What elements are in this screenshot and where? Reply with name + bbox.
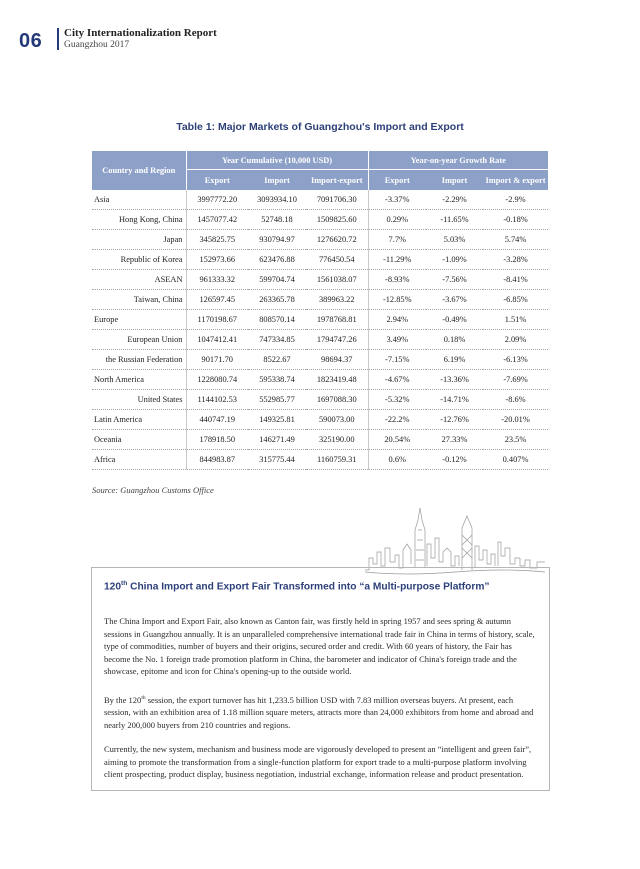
export-cell: 1170198.67 bbox=[186, 310, 248, 330]
growth-import-cell: -13.36% bbox=[426, 370, 483, 390]
growth-export-cell: -12.85% bbox=[368, 290, 426, 310]
import-cell: 552985.77 bbox=[248, 390, 306, 410]
fair-paragraph-1: The China Import and Export Fair, also known as Canton fair, was firstly held in spring 1957 and sees spring & autumn sessions in Guangzhou annually. It is an unparalleled comprehensive international trade fair in China in terms of history, scale, type of commodities, number of buyers and their origins, secured order and credit. With 60 years of history, the Fair has become the No. 1 foreign trade promotion platform in China, the barometer and indicator of China's foreign trade and the showcase, epitome and icon for China's opening-up to the outside world. bbox=[104, 616, 535, 677]
source-note: Source: Guangzhou Customs Office bbox=[92, 485, 214, 495]
region-cell: United States bbox=[92, 390, 186, 410]
region-cell: Latin America bbox=[92, 410, 186, 430]
growth-import-cell: 27.33% bbox=[426, 430, 483, 450]
table-row bbox=[92, 450, 548, 470]
export-cell: 152973.66 bbox=[186, 250, 248, 270]
region-cell: North America bbox=[92, 370, 186, 390]
region-cell: Oceania bbox=[92, 430, 186, 450]
import-export-cell: 1561038.07 bbox=[306, 270, 368, 290]
growth-import-export-cell: -8.41% bbox=[483, 270, 548, 290]
growth-import-export-cell: 1.51% bbox=[483, 310, 548, 330]
growth-export-cell: -8.93% bbox=[368, 270, 426, 290]
page-number: 06 bbox=[19, 30, 43, 52]
import-cell: 146271.49 bbox=[248, 430, 306, 450]
import-export-cell: 1823419.48 bbox=[306, 370, 368, 390]
region-cell: Japan bbox=[92, 230, 186, 250]
header-growth-export: Export bbox=[368, 170, 426, 191]
canton-fair-box bbox=[91, 567, 550, 791]
export-cell: 1047412.41 bbox=[186, 330, 248, 350]
export-cell: 1457077.42 bbox=[186, 210, 248, 230]
growth-import-export-cell: -6.13% bbox=[483, 350, 548, 370]
region-cell: Africa bbox=[92, 450, 186, 470]
growth-import-cell: -2.29% bbox=[426, 190, 483, 210]
growth-import-export-cell: 2.09% bbox=[483, 330, 548, 350]
growth-export-cell: 3.49% bbox=[368, 330, 426, 350]
table-row bbox=[92, 290, 548, 310]
growth-export-cell: 7.7% bbox=[368, 230, 426, 250]
header-export: Export bbox=[186, 170, 248, 191]
growth-import-cell: -0.49% bbox=[426, 310, 483, 330]
growth-import-cell: -11.65% bbox=[426, 210, 483, 230]
region-cell: Asia bbox=[92, 190, 186, 210]
table-row bbox=[92, 190, 548, 210]
import-export-cell: 98694.37 bbox=[306, 350, 368, 370]
growth-import-export-cell: -0.18% bbox=[483, 210, 548, 230]
growth-export-cell: 2.94% bbox=[368, 310, 426, 330]
header-year-cumulative: Year Cumulative (10,000 USD) bbox=[186, 151, 368, 170]
growth-import-cell: -7.56% bbox=[426, 270, 483, 290]
growth-export-cell: -22.2% bbox=[368, 410, 426, 430]
export-cell: 440747.19 bbox=[186, 410, 248, 430]
header-country-region: Country and Region bbox=[92, 151, 186, 190]
region-cell: Republic of Korea bbox=[92, 250, 186, 270]
import-export-cell: 776450.54 bbox=[306, 250, 368, 270]
import-export-cell: 1794747.26 bbox=[306, 330, 368, 350]
export-cell: 3997772.20 bbox=[186, 190, 248, 210]
export-cell: 90171.70 bbox=[186, 350, 248, 370]
fair-paragraph-2: By the 120th session, the export turnover has hit 1,233.5 billion USD with 7.83 million overseas buyers. At present, each session, with an exhibition area of 1.18 million square meters, attracts more than 24,000 exhibitors from home and abroad and nearly 200,000 buyers from 210 countries and regions. bbox=[104, 694, 534, 731]
table-title: Table 1: Major Markets of Guangzhou's Import and Export bbox=[176, 121, 464, 133]
growth-import-cell: -12.76% bbox=[426, 410, 483, 430]
growth-export-cell: 0.6% bbox=[368, 450, 426, 470]
fair-title: 120th China Import and Export Fair Transformed into “a Multi-purpose Platform” bbox=[104, 580, 490, 593]
header-divider bbox=[57, 28, 59, 50]
export-cell: 178918.50 bbox=[186, 430, 248, 450]
import-cell: 263365.78 bbox=[248, 290, 306, 310]
growth-import-cell: 5.03% bbox=[426, 230, 483, 250]
growth-import-cell: 6.19% bbox=[426, 350, 483, 370]
table-row bbox=[92, 370, 548, 390]
fair-paragraph-3: Currently, the new system, mechanism and business mode are vigorously developed to present an “intelligent and green fair”, aiming to promote the transformation from a single-function platform for export trade to a multi-purpose platform involving client prospecting, product display, business negotiation, industrial exchange, information release and product presentation. bbox=[104, 744, 532, 780]
growth-export-cell: -7.15% bbox=[368, 350, 426, 370]
growth-export-cell: -3.37% bbox=[368, 190, 426, 210]
region-cell: Taiwan, China bbox=[92, 290, 186, 310]
report-subtitle: Guangzhou 2017 bbox=[64, 40, 130, 50]
import-cell: 8522.67 bbox=[248, 350, 306, 370]
import-cell: 747334.85 bbox=[248, 330, 306, 350]
import-export-cell: 1978768.81 bbox=[306, 310, 368, 330]
growth-export-cell: 0.29% bbox=[368, 210, 426, 230]
import-cell: 930794.97 bbox=[248, 230, 306, 250]
header-import-export: Import-export bbox=[306, 170, 368, 191]
growth-import-export-cell: -3.28% bbox=[483, 250, 548, 270]
growth-export-cell: -4.67% bbox=[368, 370, 426, 390]
import-export-cell: 389963.22 bbox=[306, 290, 368, 310]
import-export-cell: 1697088.30 bbox=[306, 390, 368, 410]
growth-import-export-cell: 23.5% bbox=[483, 430, 548, 450]
table-row bbox=[92, 410, 548, 430]
region-cell: the Russian Federation bbox=[92, 350, 186, 370]
table-row bbox=[92, 350, 548, 370]
markets-table bbox=[92, 151, 548, 470]
table-row bbox=[92, 250, 548, 270]
import-cell: 623476.88 bbox=[248, 250, 306, 270]
import-export-cell: 1276620.72 bbox=[306, 230, 368, 250]
growth-import-cell: -3.67% bbox=[426, 290, 483, 310]
header-growth-rate: Year-on-year Growth Rate bbox=[368, 151, 548, 170]
header-growth-import: Import bbox=[426, 170, 483, 191]
header-growth-import-export: Import & export bbox=[483, 170, 548, 191]
export-cell: 1228080.74 bbox=[186, 370, 248, 390]
growth-import-export-cell: -6.85% bbox=[483, 290, 548, 310]
growth-import-cell: -0.12% bbox=[426, 450, 483, 470]
table-row bbox=[92, 330, 548, 350]
header-import: Import bbox=[248, 170, 306, 191]
growth-import-cell: -1.09% bbox=[426, 250, 483, 270]
growth-import-export-cell: -2.9% bbox=[483, 190, 548, 210]
table-row bbox=[92, 270, 548, 290]
export-cell: 961333.32 bbox=[186, 270, 248, 290]
report-title: City Internationalization Report bbox=[64, 27, 217, 39]
import-export-cell: 590073.00 bbox=[306, 410, 368, 430]
import-cell: 315775.44 bbox=[248, 450, 306, 470]
import-export-cell: 1509825.60 bbox=[306, 210, 368, 230]
import-cell: 599704.74 bbox=[248, 270, 306, 290]
growth-import-export-cell: -7.69% bbox=[483, 370, 548, 390]
export-cell: 345825.75 bbox=[186, 230, 248, 250]
import-export-cell: 325190.00 bbox=[306, 430, 368, 450]
growth-export-cell: 20.54% bbox=[368, 430, 426, 450]
growth-import-export-cell: -20.01% bbox=[483, 410, 548, 430]
import-cell: 3093934.10 bbox=[248, 190, 306, 210]
import-cell: 595338.74 bbox=[248, 370, 306, 390]
table-row bbox=[92, 230, 548, 250]
growth-import-export-cell: 5.74% bbox=[483, 230, 548, 250]
import-cell: 149325.81 bbox=[248, 410, 306, 430]
growth-export-cell: -5.32% bbox=[368, 390, 426, 410]
import-export-cell: 1160759.31 bbox=[306, 450, 368, 470]
export-cell: 1144102.53 bbox=[186, 390, 248, 410]
growth-import-cell: -14.71% bbox=[426, 390, 483, 410]
export-cell: 126597.45 bbox=[186, 290, 248, 310]
region-cell: Hong Kong, China bbox=[92, 210, 186, 230]
growth-import-cell: 0.18% bbox=[426, 330, 483, 350]
growth-export-cell: -11.29% bbox=[368, 250, 426, 270]
table-row bbox=[92, 310, 548, 330]
table-row bbox=[92, 430, 548, 450]
table-row bbox=[92, 210, 548, 230]
import-cell: 52748.18 bbox=[248, 210, 306, 230]
import-export-cell: 7091706.30 bbox=[306, 190, 368, 210]
region-cell: Europe bbox=[92, 310, 186, 330]
table-row bbox=[92, 390, 548, 410]
region-cell: European Union bbox=[92, 330, 186, 350]
export-cell: 844983.87 bbox=[186, 450, 248, 470]
growth-import-export-cell: 0.407% bbox=[483, 450, 548, 470]
growth-import-export-cell: -8.6% bbox=[483, 390, 548, 410]
region-cell: ASEAN bbox=[92, 270, 186, 290]
import-cell: 808570.14 bbox=[248, 310, 306, 330]
